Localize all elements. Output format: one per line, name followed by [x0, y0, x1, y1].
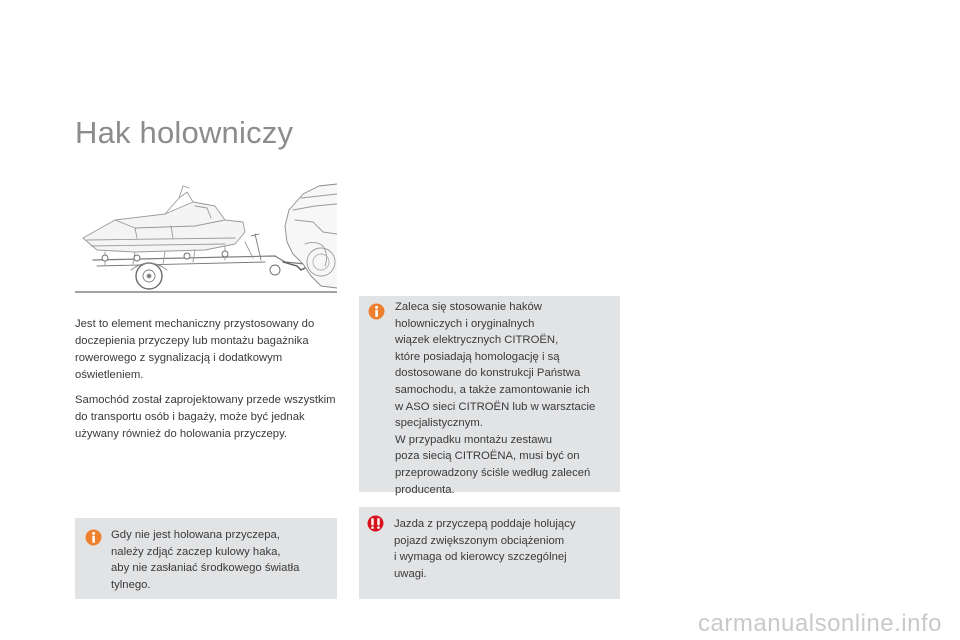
intro-paragraph-2: Samochód został zaprojektowany przede wszystkim do transportu osób i bagaży, może być jednak używany również do holowania przyczepy.: [75, 394, 336, 440]
page-title: Hak holowniczy: [75, 114, 294, 150]
text-line: przeprowadzony ściśle według zaleceń: [395, 466, 591, 479]
info-icon: [368, 303, 385, 320]
warning-box: [359, 507, 620, 599]
text-line: samochodu, a także zamontowanie ich: [395, 383, 590, 396]
warning-icon: [367, 515, 384, 532]
text-line: pojazd zwiększonym obciążeniom: [394, 534, 565, 547]
text-line: które posiadają homologację i są: [395, 350, 560, 363]
towing-illustration: [75, 180, 337, 296]
warning-text: [394, 516, 614, 582]
text-line: Zaleca się stosowanie haków: [395, 301, 542, 313]
text-line: tylnego.: [111, 578, 151, 591]
watermark: carmanualsonline.info: [698, 610, 942, 637]
text-line: w ASO sieci CITROËN lub w warsztacie: [395, 400, 596, 413]
info-box-recommendation: [359, 296, 620, 496]
text-line: poza siecią CITROËNA, musi być on: [395, 450, 580, 463]
text-line: Gdy nie jest holowana przyczepa,: [111, 529, 280, 541]
info-box-trailer: [75, 518, 337, 599]
text-line: W przypadku montażu zestawu: [395, 433, 552, 446]
text-line: aby nie zasłaniać środkowego światła: [111, 562, 300, 575]
info-text-recommendation: [395, 299, 620, 498]
text-line: Jazda z przyczepą poddaje holujący: [394, 518, 576, 530]
text-line: wiązek elektrycznych CITROËN,: [395, 334, 559, 347]
intro-paragraph-1: Jest to element mechaniczny przystosowany do doczepienia przyczepy lub montażu bagażnika rowerowego z sygnalizacją i dodatkowym oświetleniem.: [75, 318, 315, 381]
text-line: należy zdjąć zaczep kulowy haka,: [111, 545, 281, 558]
info-icon: [85, 529, 102, 546]
text-line: uwagi.: [394, 567, 427, 580]
text-line: producenta.: [395, 483, 455, 496]
info-text-trailer: [111, 527, 331, 593]
text-line: dostosowane do konstrukcji Państwa: [395, 367, 581, 380]
text-line: holowniczych i oryginalnych: [395, 317, 535, 330]
text-line: specjalistycznym.: [395, 417, 483, 430]
trailer-frame: [93, 256, 305, 264]
intro-text: [75, 316, 341, 451]
text-line: i wymaga od kierowcy szczególnej: [394, 551, 567, 564]
